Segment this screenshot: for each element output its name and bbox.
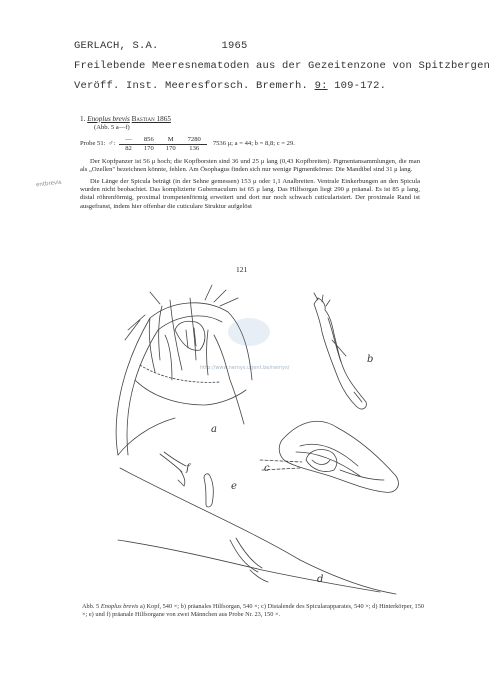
species-name: Enoplus brevis (87, 115, 130, 123)
formula-top-cell: — (119, 136, 138, 145)
formula-top-cell: 7280 (182, 136, 207, 145)
drawing-supplementary-organ (314, 293, 366, 409)
formula-bottom-cell: 82 (125, 144, 132, 152)
citation-year: 1965 (221, 40, 248, 52)
figure-label-f: f (186, 463, 190, 474)
figure-label-d: d (317, 574, 324, 585)
figure-label-c: c (264, 463, 270, 474)
drawing-spicular-apparatus (260, 421, 398, 492)
figure-label-e: e (231, 481, 237, 492)
citation-author: GERLACH, S.A. (74, 40, 159, 52)
page-number: 121 (236, 265, 248, 274)
citation-pages: 109-172. (334, 80, 387, 92)
formula-ratios: 7536 μ; a = 44; b = 8,8; c = 29. (212, 140, 295, 148)
formula-probe: Probe 51: (80, 140, 106, 148)
formula-bottom-cell: 170 (143, 144, 154, 152)
formula-bottom-cell: 170 (165, 144, 176, 152)
caption-species: Enoplus brevis (100, 603, 139, 610)
drawing-posterior-body (118, 468, 396, 594)
species-number: 1. (80, 115, 86, 123)
figure-caption (82, 603, 424, 618)
formula-top-cell: 856 (138, 136, 160, 145)
caption-text: a) Kopf, 540 ×; b) präanales Hilfsorgan, 540 ×; c) Distalende des Spicularapparates, 540 ×; d) Hinterkörper, 150 ×; e) und f) präanale Hilfsorgane von zwei Männchen aus Probe Nr. 23, 150 ×. (82, 603, 425, 618)
caption-label: Abb. 5 (82, 603, 100, 610)
margin-note: entbrevis (35, 179, 62, 189)
drawing-organ-e (204, 474, 213, 507)
watermark-url: http://www.nemys.ugent.be/nemys/ (200, 365, 290, 371)
drawing-organ-f (160, 452, 186, 486)
formula-sex: ♂: (108, 140, 116, 148)
figure-label-a: a (211, 424, 217, 435)
citation-journal: Veröff. Inst. Meeresforsch. Bremerh. (74, 80, 309, 92)
citation-title: Freilebende Meeresnematoden aus der Gezeitenzone von Spitzbergen (74, 60, 491, 72)
citation-volume: 9: (314, 80, 328, 92)
formula-bottom-cell: 136 (189, 144, 200, 152)
species-authority: Bastian 1865 (131, 115, 171, 123)
watermark-logo (228, 318, 270, 346)
figure-reference: (Abb. 5 a—f) (94, 124, 130, 132)
paragraph: Die Länge der Spicula beträgt (in der Sehne gemessen) 153 μ oder 1,1 Analbreiten. Ventrale Einkerbungen an den Spicula wurden nicht beobachtet. Das komplizierte Gubernaculum ist 65 μ lang. Das Hilfsorgan liegt 290 μ präanal. Es ist 85 μ lang, distal röhrenförmig, proximal trompetenförmig erweitert und dort nur noch schwach cuticularisiert. Der proximale Rand ist ausgefranst, indem hier offenbar die cuticulare Struktur aufgelöst (80, 177, 420, 210)
paragraph: Der Kopfpanzer ist 56 μ hoch; die Kopfborsten sind 36 und 25 μ lang (0,43 Kopfbreiten). Pigmentansammlungen, die man als „Ozellen" bezeichnen könnte, fehlen. Am Ösophagus finden sich nur wenige Pigmentkörner. Die Mandibel sind 31 μ lang. (80, 158, 420, 174)
formula-top-cell: M (160, 136, 182, 145)
figure-label-b: b (367, 354, 374, 365)
